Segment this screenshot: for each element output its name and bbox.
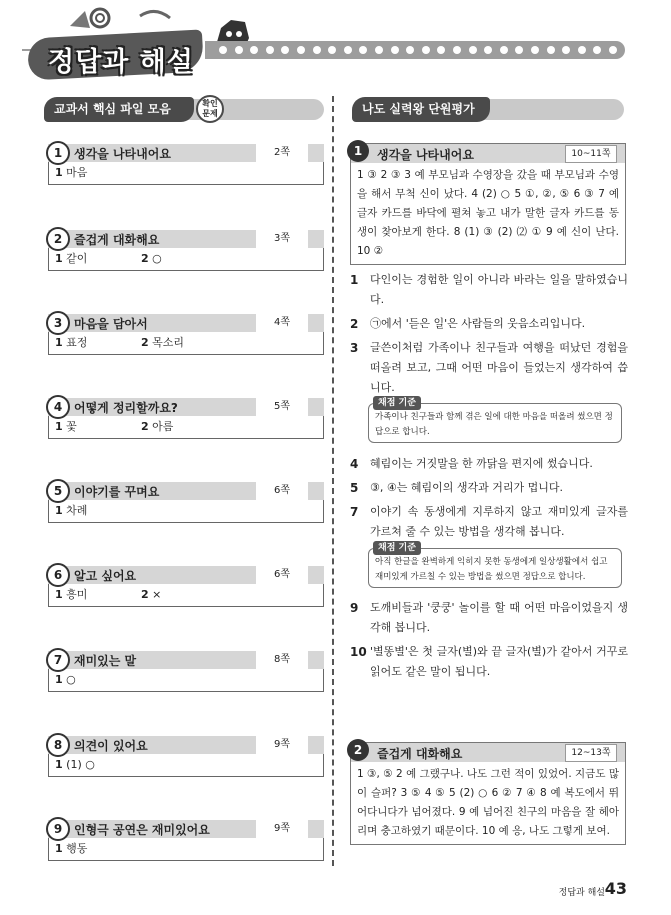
section-title: 이야기를 꾸며요	[74, 485, 160, 499]
answer-text: 같이	[66, 252, 88, 265]
unit2-number: 2	[347, 739, 369, 761]
section-page: 6쪽	[256, 482, 308, 500]
answer-section	[48, 398, 324, 439]
section-number: 1	[46, 141, 70, 165]
decorative-dot	[562, 46, 570, 54]
decorative-dot	[515, 46, 523, 54]
unit2-page: 12~13쪽	[565, 744, 617, 762]
explanation-text: ㉠에서 '듣은 일'은 사람들의 웃음소리입니다.	[370, 317, 586, 330]
answer-text: 표정	[66, 336, 88, 349]
unit2-answers: 1 ③, ⑤ 2 예 그랬구나. 나도 그런 적이 있었어. 지금도 많이 슬퍼? 3 ⑤ 4 ⑤ 5 (2) ○ 6 ② 7 ④ 8 예 복도에서 뛰어다니다가 넘어졌다. 9 예 넘어진 친구의 마음을 잘 헤아리며 충고하였기 때문이다. 10 예 응, 나도 그렇게 보여.	[357, 768, 619, 837]
scoring-criteria-box	[368, 543, 622, 588]
answer-section	[48, 230, 324, 271]
explanation-item	[350, 338, 628, 398]
left-header-label: 교과서 핵심 파일 모음	[44, 97, 194, 122]
decorative-dot	[593, 46, 601, 54]
section-page: 2쪽	[256, 144, 308, 162]
decorative-dot	[297, 46, 305, 54]
explanation-number: 4	[350, 457, 359, 471]
section-page: 9쪽	[256, 736, 308, 754]
answer-number: 1	[55, 336, 63, 349]
answer-number: 1	[55, 420, 63, 433]
section-title: 즐겁게 대화해요	[74, 233, 160, 247]
page-number: 43	[604, 879, 627, 898]
answer-section	[48, 736, 324, 777]
decorative-dot	[313, 46, 321, 54]
answer-number: 1	[55, 166, 63, 179]
candy-decoration-icon	[60, 6, 180, 36]
criteria-label: 채점 기준	[373, 396, 421, 410]
answer-text: 흥미	[66, 588, 88, 601]
section-answers	[48, 754, 324, 777]
left-column-header	[44, 99, 324, 120]
section-answers	[48, 500, 324, 523]
answer-number: 2	[141, 420, 149, 433]
section-title: 인형극 공연은 재미있어요	[74, 823, 210, 837]
section-title: 마음을 담아서	[74, 317, 148, 331]
answer-number: 1	[55, 842, 63, 855]
explanation-text: '별똥별'은 첫 글자(별)와 끝 글자(별)가 같아서 거꾸로 읽어도 같은 말이 됩니다.	[370, 645, 628, 678]
decorative-dot	[391, 46, 399, 54]
decorative-dot	[250, 46, 258, 54]
section-number: 7	[46, 648, 70, 672]
explanation-number: 3	[350, 341, 359, 355]
decorative-dot	[344, 46, 352, 54]
answer-section	[48, 314, 324, 355]
answer-number: 1	[55, 504, 63, 517]
decorative-dot	[453, 46, 461, 54]
unit1-page: 10~11쪽	[565, 145, 617, 163]
unit2-header	[351, 743, 625, 762]
decorative-dot	[422, 46, 430, 54]
criteria-label: 채점 기준	[373, 541, 421, 555]
section-header	[48, 651, 324, 669]
answer-text: ○	[66, 673, 76, 686]
decorative-dot	[469, 46, 477, 54]
answer-number: 1	[55, 252, 63, 265]
explanation-item	[350, 454, 628, 474]
answer-text: 마음	[66, 166, 88, 179]
decorative-dot	[609, 46, 617, 54]
explanation-item	[350, 642, 628, 682]
section-header	[48, 398, 324, 416]
section-number: 3	[46, 311, 70, 335]
decorative-dot	[266, 46, 274, 54]
answer-number: 1	[55, 673, 63, 686]
unit1-number: 1	[347, 140, 369, 162]
answer-text: 차례	[66, 504, 88, 517]
decorative-dot	[500, 46, 508, 54]
section-answers	[48, 248, 324, 271]
explanation-number: 7	[350, 505, 359, 519]
decorative-dot	[547, 46, 555, 54]
section-page: 8쪽	[256, 651, 308, 669]
explanation-text: 글쓴이처럼 가족이나 친구들과 여행을 떠났던 경험을 떠올려 보고, 그때 어떤 마음이 들었는지 생각하여 씁니다.	[370, 341, 628, 394]
section-header	[48, 144, 324, 162]
explanation-item	[350, 598, 628, 638]
explanation-text: 혜림이는 거짓말을 한 까닭을 편지에 썼습니다.	[370, 457, 593, 470]
section-page: 3쪽	[256, 230, 308, 248]
section-header	[48, 820, 324, 838]
answer-number: 1	[55, 588, 63, 601]
answer-text: ×	[152, 588, 162, 601]
section-header	[48, 736, 324, 754]
answer-section	[48, 144, 324, 185]
section-page: 9쪽	[256, 820, 308, 838]
review-badge: 확인 문제	[196, 95, 224, 123]
explanation-number: 1	[350, 273, 359, 287]
explanation-item	[350, 502, 628, 542]
right-column-header	[352, 99, 624, 120]
section-answers	[48, 584, 324, 607]
page-title: 정답과 해설	[48, 47, 194, 78]
decorative-dot	[235, 46, 243, 54]
dot-progress-bar	[205, 41, 625, 59]
section-header	[48, 566, 324, 584]
unit2-title: 즐겁게 대화해요	[377, 747, 463, 761]
decorative-dot	[406, 46, 414, 54]
section-header	[48, 314, 324, 332]
section-answers	[48, 162, 324, 185]
section-answers	[48, 838, 324, 861]
answer-section	[48, 566, 324, 607]
decorative-dot	[281, 46, 289, 54]
right-header-label: 나도 실력왕 단원평가	[352, 97, 490, 122]
criteria-text: 아직 한글을 완벽하게 익히지 못한 동생에게 일상생활에서 쉽고 재미있게 가르칠 수 있는 방법을 썼으면 정답으로 합니다.	[375, 557, 608, 582]
section-number: 8	[46, 733, 70, 757]
explanation-item	[350, 314, 628, 334]
unit2-answer-box	[350, 742, 626, 845]
section-header	[48, 482, 324, 500]
answer-section	[48, 482, 324, 523]
answer-text: 행동	[66, 842, 88, 855]
section-number: 6	[46, 563, 70, 587]
column-divider	[332, 96, 334, 866]
section-answers	[48, 669, 324, 692]
explanation-number: 5	[350, 481, 359, 495]
section-title: 알고 싶어요	[74, 569, 137, 583]
decorative-dot	[219, 46, 227, 54]
decorative-dot	[578, 46, 586, 54]
criteria-text: 가족이나 친구들과 함께 겪은 일에 대한 마음을 떠올려 썼으면 정답으로 합니다.	[375, 412, 613, 437]
section-title: 어떻게 정리할까요?	[74, 401, 178, 415]
explanation-text: 다인이는 경험한 일이 아니라 바라는 일을 말하였습니다.	[370, 273, 628, 306]
answer-text: ○	[152, 252, 162, 265]
explanation-text: 도깨비들과 '쿵쿵' 놀이를 할 때 어떤 마음이었을지 생각해 봅니다.	[370, 601, 628, 634]
explanation-text: ③, ④는 혜림이의 생각과 거리가 멉니다.	[370, 481, 563, 494]
scoring-criteria-box	[368, 398, 622, 443]
section-header	[48, 230, 324, 248]
answer-number: 2	[141, 588, 149, 601]
section-title: 재미있는 말	[74, 654, 137, 668]
section-answers	[48, 416, 324, 439]
answer-section	[48, 820, 324, 861]
section-number: 2	[46, 227, 70, 251]
unit1-title: 생각을 나타내어요	[377, 148, 474, 162]
explanation-item	[350, 270, 628, 310]
explanation-number: 9	[350, 601, 359, 615]
section-page: 6쪽	[256, 566, 308, 584]
section-number: 9	[46, 817, 70, 841]
answer-text: 목소리	[152, 336, 185, 349]
answer-text: 꽃	[66, 420, 77, 433]
decorative-dot	[437, 46, 445, 54]
section-title: 생각을 나타내어요	[74, 147, 171, 161]
decorative-dot	[484, 46, 492, 54]
decorative-dot	[359, 46, 367, 54]
section-number: 4	[46, 395, 70, 419]
section-page: 4쪽	[256, 314, 308, 332]
answer-text: (1) ○	[66, 758, 95, 771]
unit1-answers: 1 ③ 2 ③ 3 예 부모님과 수영장을 갔을 때 부모님과 수영을 해서 무척 신이 났다. 4 (2) ○ 5 ①, ②, ⑤ 6 ③ 7 예 글자 카드를 바닥에 펼쳐 놓고 내가 말한 글자 카드를 동생이 찾아보게 한다. 8 (1) ③ (2) ⑵ ① 9 예 신이 난다. 10 ②	[357, 169, 619, 257]
section-number: 5	[46, 479, 70, 503]
unit1-header	[351, 144, 625, 163]
explanation-text: 이야기 속 동생에게 지루하지 않고 재미있게 글자를 가르쳐 줄 수 있는 방법을 생각해 봅니다.	[370, 505, 628, 538]
answer-number: 2	[141, 252, 149, 265]
explanation-item	[350, 478, 628, 498]
answer-number: 2	[141, 336, 149, 349]
explanation-number: 10	[350, 645, 367, 659]
decorative-dot	[328, 46, 336, 54]
section-title: 의견이 있어요	[74, 739, 148, 753]
section-answers	[48, 332, 324, 355]
decorative-dot	[531, 46, 539, 54]
footer-label: 정답과 해설	[558, 888, 605, 898]
section-page: 5쪽	[256, 398, 308, 416]
answer-text: 아름	[152, 420, 174, 433]
unit1-answer-box	[350, 143, 626, 265]
decorative-dot	[375, 46, 383, 54]
answer-section	[48, 651, 324, 692]
explanation-number: 2	[350, 317, 359, 331]
answer-number: 1	[55, 758, 63, 771]
